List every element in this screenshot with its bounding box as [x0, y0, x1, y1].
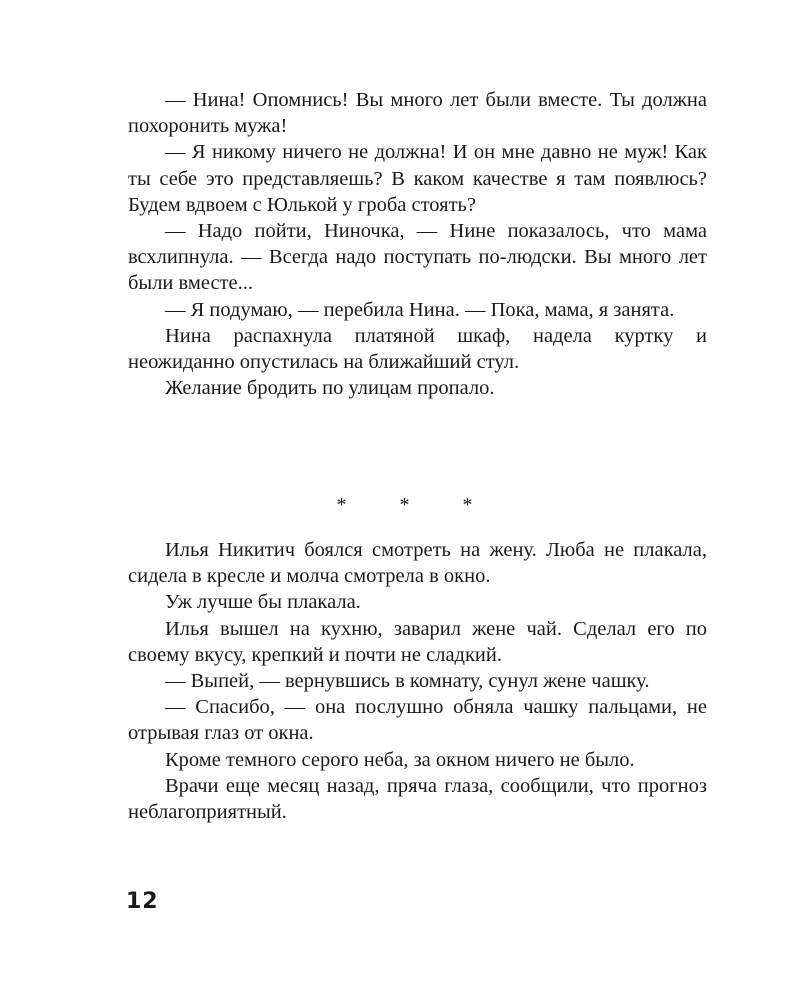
paragraph: Илья Никитич боялся смотреть на жену. Люба не плакала, сидела в кресле и молча смотрела в окно.: [128, 539, 707, 588]
paragraph: — Надо пойти, Ниночка, — Нине показалось, что мама всхлипнула. — Всегда надо поступать по-людски. Вы много лет были вместе...: [128, 220, 707, 295]
paragraph: — Спасибо, — она послушно обняла чашку пальцами, не отрывая глаз от окна.: [128, 696, 707, 745]
section-separator: * * *: [336, 494, 497, 516]
text-section-1: [128, 87, 707, 401]
paragraph: Желание бродить по улицам пропало.: [165, 377, 495, 400]
paragraph: Уж лучше бы плакала.: [165, 591, 361, 614]
text-section-2: [128, 537, 707, 825]
paragraph: Врачи еще месяц назад, пряча глаза, сообщили, что прогноз неблагоприятный.: [128, 774, 707, 824]
page-number: 12: [126, 889, 159, 914]
paragraph: Кроме темного серого неба, за окном ничего не было.: [165, 748, 635, 771]
paragraph: — Выпей, — вернувшись в комнату, сунул жене чашку.: [165, 670, 650, 693]
paragraph: Илья вышел на кухню, заварил жене чай. Сделал его по своему вкусу, крепкий и почти не сладкий.: [128, 617, 707, 666]
paragraph: — Я подумаю, — перебила Нина. — Пока, мама, я занята.: [165, 298, 675, 321]
paragraph: Нина распахнула платяной шкаф, надела куртку и неожиданно опустилась на ближайший стул.: [128, 324, 707, 374]
paragraph: — Я никому ничего не должна! И он мне давно не муж! Как ты себе это представляешь? В каком качестве я там появлюсь? Будем вдвоем с Юлькой у гроба стоять?: [128, 141, 707, 216]
paragraph: — Нина! Опомнись! Вы много лет были вместе. Ты должна похоронить мужа!: [128, 89, 707, 138]
